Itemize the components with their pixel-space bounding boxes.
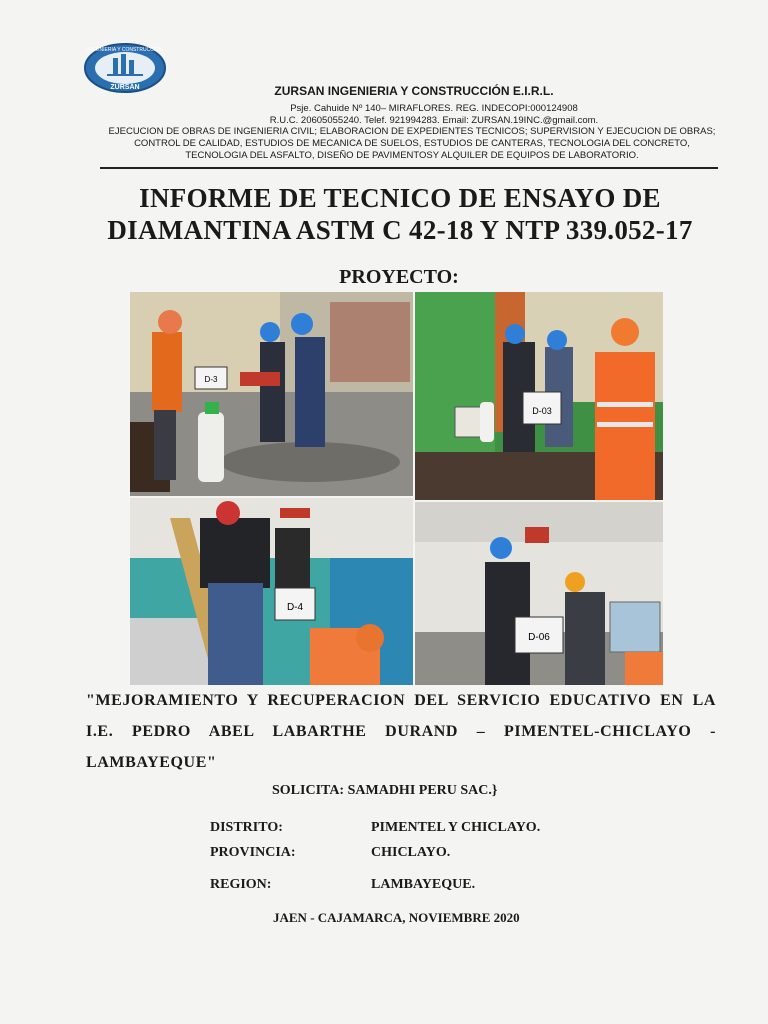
report-title (60, 182, 740, 246)
svg-text:D-4: D-4 (286, 602, 304, 613)
photo-core-drilling-3 (130, 498, 413, 685)
photo-core-drilling-4 (415, 502, 663, 685)
region-value: LAMBAYEQUE. (371, 877, 476, 892)
photo-core-drilling-2 (415, 292, 663, 500)
svg-text:D-03: D-03 (532, 406, 552, 416)
company-name: ZURSAN INGENIERIA Y CONSTRUCCIÓN E.I.R.L. (274, 84, 554, 98)
company-services: EJECUCION DE OBRAS DE INGENIERIA CIVIL; ELABORACION DE EXPEDIENTES TECNICOS; SUPERVISION Y EJECUCION DE OBRAS; CONTROL DE CALIDAD, ESTUDIOS DE MECANICA DE SUELOS, ESTUDIOS DE CANTERAS, TECNOLOGIA DEL CONCRETO, TECNOLOGIA DEL ASFALTO, DISEÑO DE PAVIMENTOSY ALQUILER DE EQUIPOS DE LABORATORIO. (108, 126, 716, 161)
provincia-label: PROVINCIA: (210, 845, 296, 860)
svg-text:INGENIERIA Y CONSTRUCCION: INGENIERIA Y CONSTRUCCION (87, 47, 163, 53)
report-title-line-1: INFORME DE TECNICO DE ENSAYO DE (139, 183, 661, 213)
region-label: REGION: (210, 877, 272, 892)
distrito-value: PIMENTEL Y CHICLAYO. (371, 820, 541, 835)
svg-text:D-06: D-06 (528, 632, 550, 643)
photo-collage (130, 292, 663, 685)
photo-core-drilling-1 (130, 292, 413, 496)
provincia-value: CHICLAYO. (371, 845, 451, 860)
solicita-line: SOLICITA: SAMADHI PERU SAC.} (272, 783, 498, 798)
project-description: "MEJORAMIENTO Y RECUPERACION DEL SERVICIO EDUCATIVO EN LA I.E. PEDRO ABEL LABARTHE DURAND – PIMENTEL-CHICLAYO - LAMBAYEQUE" (86, 692, 716, 771)
distrito-label: DISTRITO: (210, 820, 283, 835)
svg-text:ZURSAN: ZURSAN (110, 84, 140, 91)
company-contact: R.U.C. 20605055240. Telef. 921994283. Email: ZURSAN.19INC.@gmail.com. (269, 115, 599, 126)
proyecto-label: PROYECTO: (339, 266, 459, 288)
company-address: Psje. Cahuide Nº 140– MIRAFLORES. REG. INDECOPI:000124908 (290, 103, 578, 114)
svg-text:D-3: D-3 (204, 375, 218, 384)
header-divider (100, 167, 718, 169)
report-title-line-2: DIAMANTINA ASTM C 42-18 Y NTP 339.052-17 (107, 215, 693, 245)
place-date: JAEN - CAJAMARCA, NOVIEMBRE 2020 (273, 910, 520, 925)
